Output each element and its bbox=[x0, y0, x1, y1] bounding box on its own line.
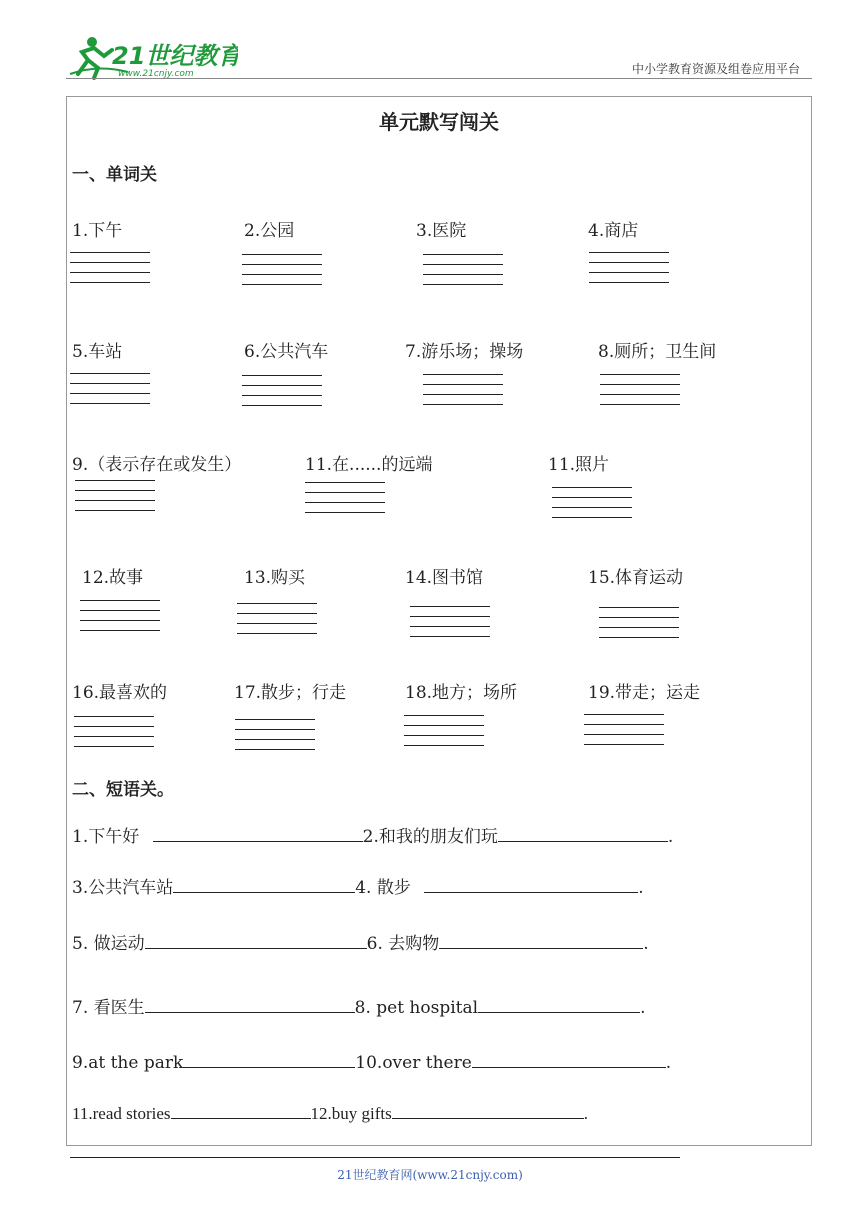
logo-url: www.21cnjy.com bbox=[118, 69, 194, 79]
phrase-item: 4. 散步 bbox=[355, 878, 411, 898]
word-item: 18.地方；场所 bbox=[405, 683, 518, 703]
phrase-item: 3.公共汽车站 bbox=[72, 878, 174, 898]
answer-blank[interactable] bbox=[392, 1102, 584, 1119]
word-item: 2.公园 bbox=[244, 221, 295, 241]
phrase-item: 2.和我的朋友们玩 bbox=[362, 827, 498, 847]
phrase-row: 1.下午好 2.和我的朋友们玩 . bbox=[72, 827, 674, 847]
word-item: 3.医院 bbox=[416, 221, 467, 241]
writing-lines[interactable] bbox=[305, 482, 385, 522]
writing-lines[interactable] bbox=[80, 600, 160, 640]
answer-blank[interactable] bbox=[171, 1102, 311, 1119]
word-item: 8.厕所；卫生间 bbox=[598, 342, 717, 362]
writing-lines[interactable] bbox=[74, 716, 154, 756]
writing-lines[interactable] bbox=[423, 254, 503, 294]
word-item: 9.（表示存在或发生） bbox=[72, 455, 242, 475]
answer-blank[interactable] bbox=[145, 996, 355, 1013]
word-item: 6.公共汽车 bbox=[244, 342, 329, 362]
answer-blank[interactable] bbox=[153, 825, 363, 842]
phrase-item: 5. 做运动 bbox=[72, 934, 145, 954]
writing-lines[interactable] bbox=[410, 606, 490, 646]
logo bbox=[68, 34, 238, 80]
logo-runner-icon bbox=[68, 34, 238, 80]
logo-text: 21世纪教育 bbox=[112, 42, 238, 70]
word-item: 19.带走；运走 bbox=[588, 683, 701, 703]
writing-lines[interactable] bbox=[552, 487, 632, 527]
footer-divider bbox=[70, 1157, 680, 1158]
writing-lines[interactable] bbox=[584, 714, 664, 754]
word-item: 14.图书馆 bbox=[405, 568, 484, 588]
phrase-item: 1.下午好 bbox=[72, 827, 140, 847]
writing-lines[interactable] bbox=[235, 719, 315, 759]
header-platform-text: 中小学教育资源及组卷应用平台 bbox=[631, 62, 800, 76]
phrase-row: 7. 看医生 8. pet hospital . bbox=[72, 998, 646, 1018]
phrase-item: 8. pet hospital bbox=[354, 998, 479, 1018]
word-item: 15.体育运动 bbox=[588, 568, 684, 588]
writing-lines[interactable] bbox=[423, 374, 503, 414]
answer-blank[interactable] bbox=[472, 1051, 666, 1068]
phrase-item: 9.at the park bbox=[72, 1053, 184, 1073]
writing-lines[interactable] bbox=[599, 607, 679, 647]
writing-lines[interactable] bbox=[404, 715, 484, 755]
word-item: 11.照片 bbox=[548, 455, 610, 475]
footer-text: 21世纪教育网(www.21cnjy.com) bbox=[337, 1168, 523, 1182]
answer-blank[interactable] bbox=[439, 932, 643, 949]
writing-lines[interactable] bbox=[589, 252, 669, 292]
phrase-row: 9.at the park 10.over there . bbox=[72, 1053, 672, 1073]
section-heading-words: 一、单词关 bbox=[72, 165, 157, 185]
phrase-item: 6. 去购物 bbox=[366, 934, 440, 954]
writing-lines[interactable] bbox=[242, 375, 322, 415]
phrase-item: 12.buy gifts bbox=[310, 1104, 392, 1123]
phrase-item: 11.read stories bbox=[72, 1104, 171, 1123]
word-item: 16.最喜欢的 bbox=[72, 683, 168, 703]
phrase-item: 7. 看医生 bbox=[72, 998, 145, 1018]
answer-blank[interactable] bbox=[183, 1051, 355, 1068]
word-item: 17.散步；行走 bbox=[234, 683, 347, 703]
word-item: 1.下午 bbox=[72, 221, 123, 241]
header-divider bbox=[66, 78, 812, 79]
writing-lines[interactable] bbox=[70, 373, 150, 413]
writing-lines[interactable] bbox=[237, 603, 317, 643]
word-item: 12.故事 bbox=[82, 568, 144, 588]
answer-blank[interactable] bbox=[498, 825, 668, 842]
answer-blank[interactable] bbox=[478, 996, 640, 1013]
section-heading-phrases: 二、短语关。 bbox=[72, 780, 174, 800]
writing-lines[interactable] bbox=[75, 480, 155, 520]
word-item: 11.在......的远端 bbox=[305, 455, 433, 475]
word-item: 13.购买 bbox=[244, 568, 306, 588]
phrase-row: 3.公共汽车站 4. 散步 . bbox=[72, 878, 644, 898]
phrase-row: 11.read stories 12.buy gifts . bbox=[72, 1104, 588, 1123]
phrase-row: 5. 做运动 6. 去购物 . bbox=[72, 934, 649, 954]
word-item: 5.车站 bbox=[72, 342, 123, 362]
phrase-item: 10.over there bbox=[355, 1053, 472, 1073]
page-title: 单元默写闯关 bbox=[379, 110, 499, 134]
writing-lines[interactable] bbox=[600, 374, 680, 414]
answer-blank[interactable] bbox=[424, 876, 638, 893]
writing-lines[interactable] bbox=[70, 252, 150, 292]
word-item: 7.游乐场；操场 bbox=[405, 342, 524, 362]
answer-blank[interactable] bbox=[145, 932, 367, 949]
word-item: 4.商店 bbox=[588, 221, 639, 241]
writing-lines[interactable] bbox=[242, 254, 322, 294]
answer-blank[interactable] bbox=[173, 876, 355, 893]
